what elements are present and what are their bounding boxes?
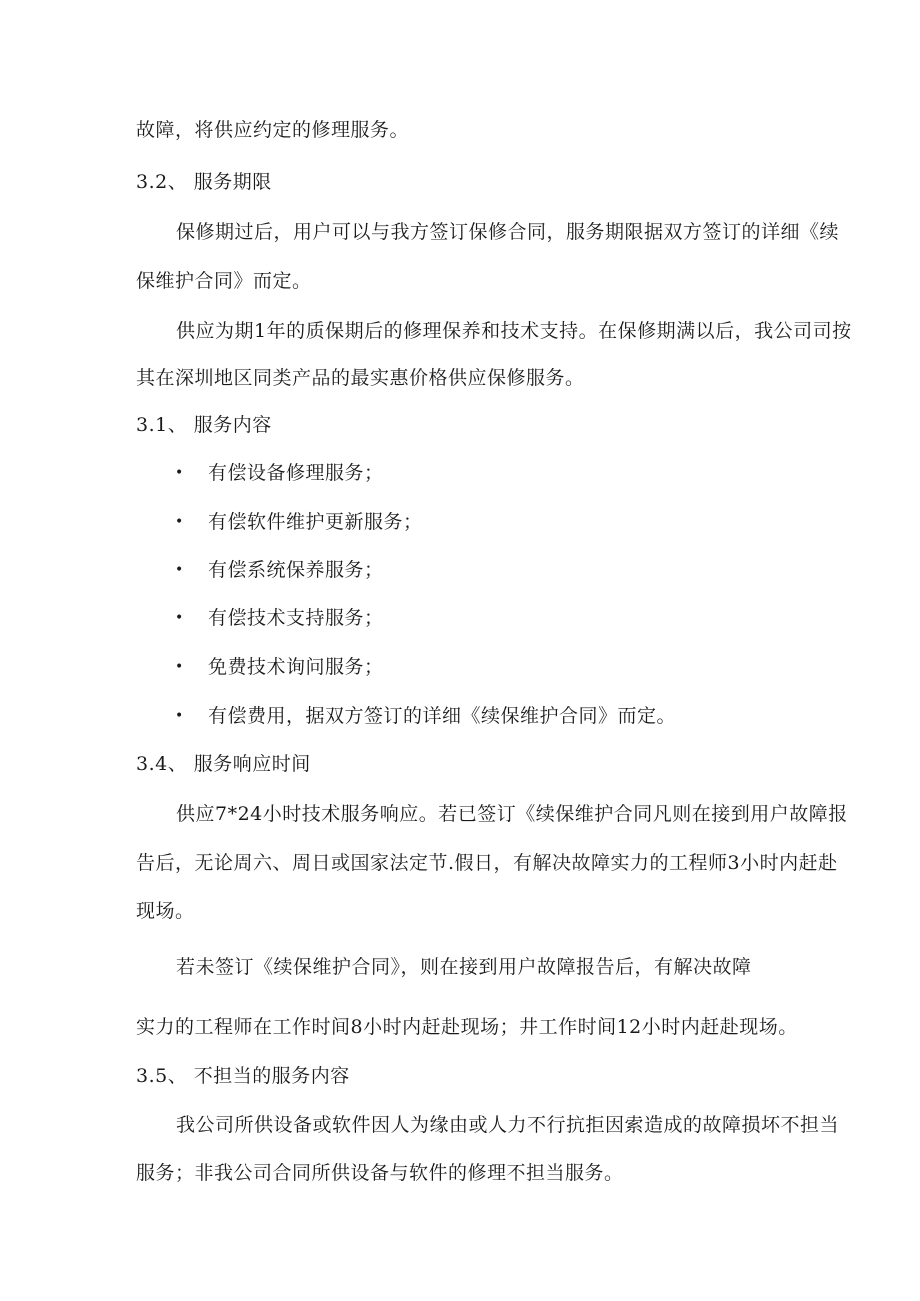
list-item-text: 有偿系统保养服务； [208, 559, 384, 581]
bullet-icon: • [175, 610, 184, 626]
paragraph-line: 供应为期1年的质保期后的修理保养和技术支持。在保修期满以后，我公司司按 [176, 320, 852, 342]
bullet-icon: • [175, 465, 184, 481]
paragraph-line: 实力的工程师在工作时间8小时内赶赴现场；井工作时间12小时内赶赴现场。 [136, 1016, 798, 1038]
paragraph-line: 其在深圳地区同类产品的最实惠价格供应保修服务。 [136, 367, 585, 389]
section-heading-3-4: 3.4、 服务响应时间 [136, 753, 311, 775]
list-item-text: 有偿软件维护更新服务； [208, 511, 423, 533]
bullet-icon: • [175, 562, 184, 578]
list-item-text: 有偿费用，据双方签订的详细《续保维护合同》而定。 [208, 705, 677, 727]
paragraph-line: 保修期过后，用户可以与我方签订保修合同，服务期限据双方签订的详细《续 [176, 221, 840, 243]
list-item-text: 免费技术询问服务； [208, 656, 384, 678]
paragraph-line: 若未签订《续保维护合同》，则在接到用户故障报告后，有解决故障 [176, 956, 752, 978]
list-item-text: 有偿技术支持服务； [208, 607, 384, 629]
paragraph-line: 告后，无论周六、周日或国家法定节.假日，有解决故障实力的工程师3小时内赶赴 [136, 852, 838, 874]
bullet-icon: • [175, 659, 184, 675]
paragraph-line: 故障，将供应约定的修理服务。 [136, 119, 410, 141]
paragraph-line: 供应7*24小时技术服务响应。若已签订《续保维护合同凡则在接到用户故障报 [176, 803, 848, 825]
paragraph-line: 我公司所供设备或软件因人为缘由或人力不行抗拒因索造成的故障损坏不担当 [176, 1114, 840, 1136]
paragraph-line: 服务；非我公司合同所供设备与软件的修理不担当服务。 [136, 1162, 624, 1184]
bullet-icon: • [175, 514, 184, 530]
list-item-text: 有偿设备修理服务； [208, 462, 384, 484]
bullet-icon: • [175, 708, 184, 724]
section-heading-3-1: 3.1、 服务内容 [136, 414, 272, 436]
section-heading-3-2: 3.2、 服务期限 [136, 171, 272, 193]
section-heading-3-5: 3.5、 不担当的服务内容 [136, 1065, 350, 1087]
paragraph-line: 保维护合同》而定。 [136, 270, 312, 292]
paragraph-line: 现场。 [136, 900, 195, 922]
